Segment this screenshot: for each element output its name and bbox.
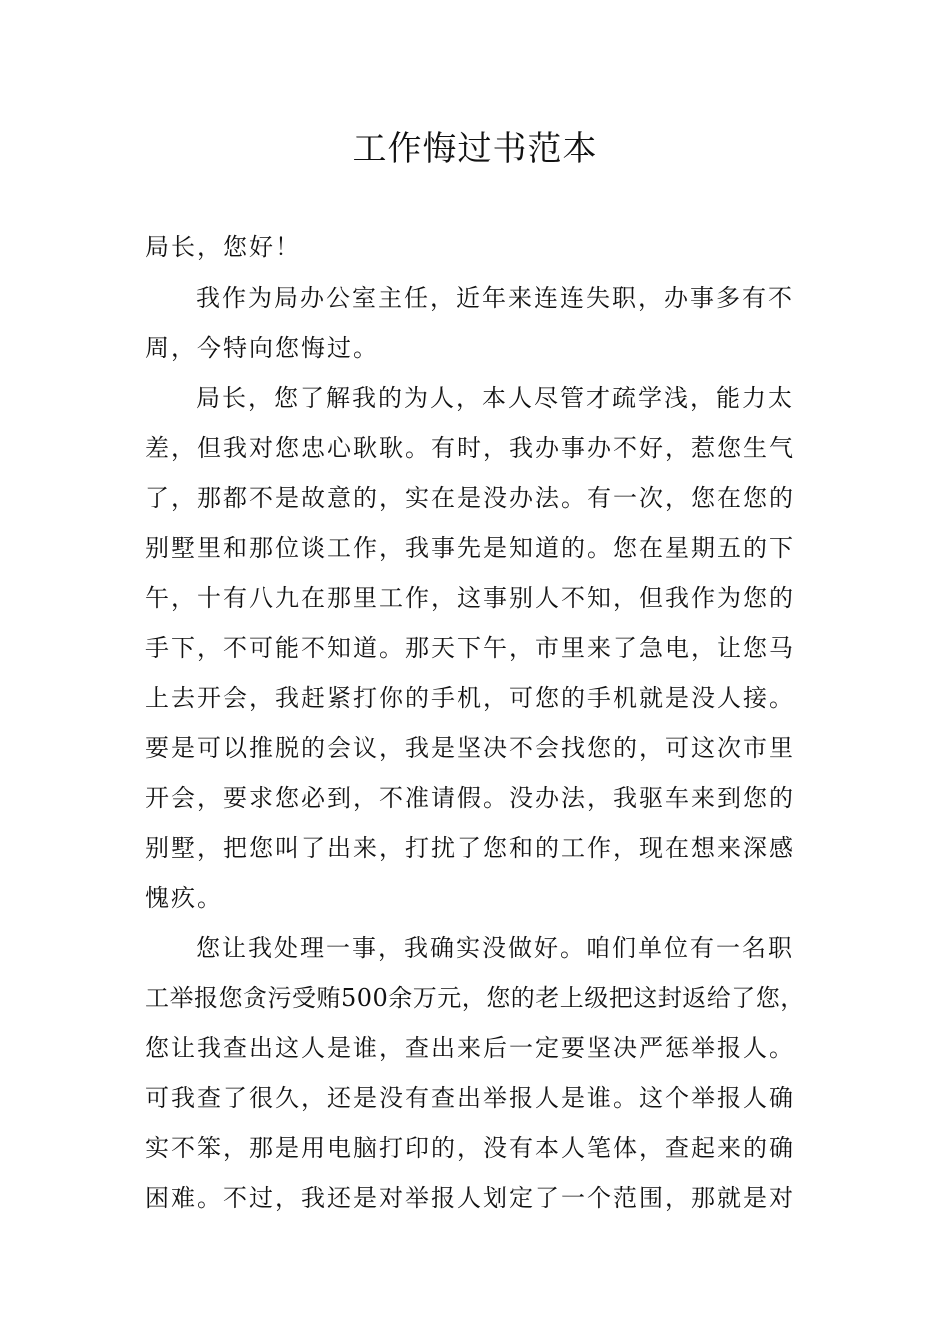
body-line: 您让我查出这人是谁，查出来后一定要坚决严惩举报人。 (145, 1034, 795, 1062)
body-line: 周，今特向您悔过。 (145, 334, 379, 362)
body-line: 可我查了很久，还是没有查出举报人是谁。这个举报人确 (145, 1084, 795, 1112)
salutation-line: 局长，您好！ (145, 233, 301, 261)
body-line: 您让我处理一事，我确实没做好。咱们单位有一名职 (196, 934, 794, 962)
body-line: 我作为局办公室主任，近年来连连失职，办事多有不 (196, 284, 794, 312)
body-line: 午，十有八九在那里工作，这事别人不知，但我作为您的 (145, 584, 795, 612)
body-line: 别墅，把您叫了出来，打扰了您和的工作，现在想来深感 (145, 834, 795, 862)
body-line: 实不笨，那是用电脑打印的，没有本人笔体，查起来的确 (145, 1134, 795, 1162)
body-line: 愧疚。 (145, 884, 223, 912)
body-line: 别墅里和那位谈工作，我事先是知道的。您在星期五的下 (145, 534, 795, 562)
body-line: 开会，要求您必到，不准请假。没办法，我驱车来到您的 (145, 784, 795, 812)
body-line: 手下，不可能不知道。那天下午，市里来了急电，让您马 (145, 634, 795, 662)
body-line: 工举报您贪污受贿500余万元，您的老上级把这封返给了您， (145, 984, 805, 1012)
body-line: 要是可以推脱的会议，我是坚决不会找您的，可这次市里 (145, 734, 795, 762)
body-line: 差，但我对您忠心耿耿。有时，我办事办不好，惹您生气 (145, 434, 795, 462)
body-line: 困难。不过，我还是对举报人划定了一个范围，那就是对 (145, 1184, 795, 1212)
body-line: 局长，您了解我的为人，本人尽管才疏学浅，能力太 (196, 384, 794, 412)
document-title: 工作悔过书范本 (352, 129, 598, 169)
body-line: 上去开会，我赶紧打你的手机，可您的手机就是没人接。 (145, 684, 795, 712)
body-line: 了，那都不是故意的，实在是没办法。有一次，您在您的 (145, 484, 795, 512)
